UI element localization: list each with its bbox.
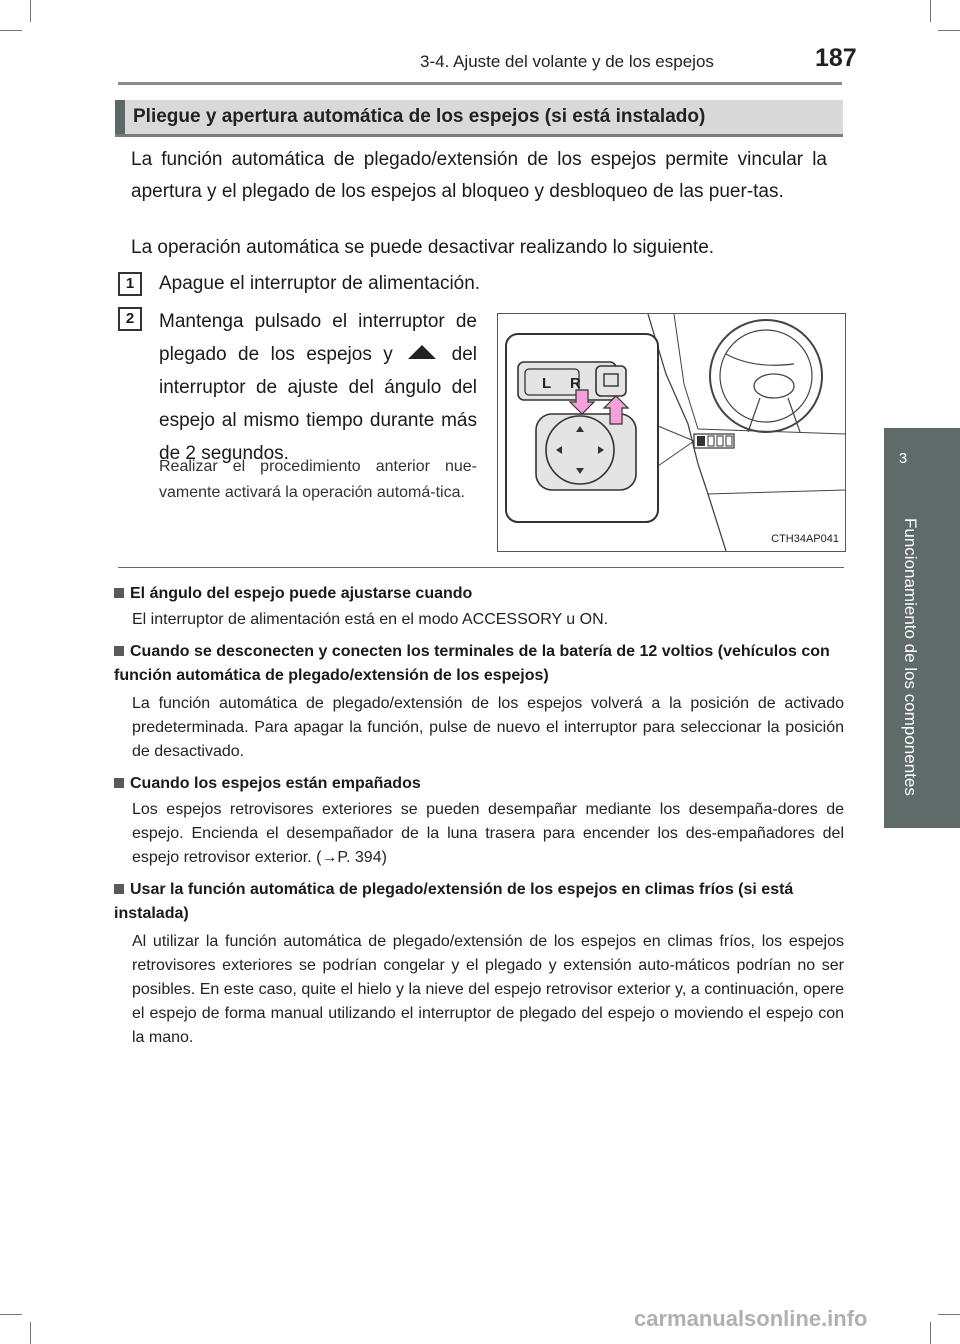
step-number-2: 2 xyxy=(118,307,142,331)
note-body-3: Los espejos retrovisores exteriores se pueden desempañar mediante los desempaña-dores de espejo. Encienda el desempañador de la luna trasera para encender los des-empañadores del espejo retrovisor exterior. (→P. 394) xyxy=(132,801,844,866)
step-number-1: 1 xyxy=(118,272,142,296)
step-text-2 xyxy=(159,305,477,470)
section-title: Pliegue y apertura automática de los espejos (si está instalado) xyxy=(133,106,706,127)
note-body-4: Al utilizar la función automática de plegado/extensión de los espejos en climas fríos, los espejos retrovisores exteriores se podrían congelar y el plegado y extensión auto-máticos podrían no ser posibles. En este caso, quite el hielo y la nieve del espejo retrovisor exterior y, a continuación, opere el espejo de forma manual utilizando el interruptor de plegado del espejo o moviendo el espejo con la mano. xyxy=(132,933,844,1046)
mirror-switch-illustration xyxy=(497,313,846,552)
crop-mark xyxy=(938,1314,960,1315)
crop-mark xyxy=(0,30,22,31)
note-heading-4 xyxy=(114,878,844,926)
chapter-label: Funcionamiento de los componentes xyxy=(901,518,920,796)
step-text-2-part1: Mantenga pulsado el interruptor de plegado de los espejos y xyxy=(159,311,477,365)
section-heading xyxy=(115,100,843,137)
dashboard-drawing xyxy=(498,314,845,551)
chapter-number: 3 xyxy=(898,450,908,467)
note-body-1: El interruptor de alimentación está en el modo ACCESSORY u ON. xyxy=(132,611,609,628)
up-triangle-icon xyxy=(406,343,438,361)
crop-mark xyxy=(930,0,931,22)
section-bar xyxy=(115,100,125,134)
crop-mark xyxy=(0,1314,22,1315)
note-heading-2 xyxy=(114,640,844,688)
crop-mark xyxy=(930,1322,931,1344)
intro-paragraph-1: La función automática de plegado/extensión de los espejos permite vincular la apertura y el plegado de los espejos al bloqueo y desbloqueo de las puer-tas. xyxy=(131,149,827,202)
page-number: 187 xyxy=(815,44,857,72)
bullet-square-icon xyxy=(114,646,124,656)
crop-mark xyxy=(30,1322,31,1344)
bullet-square-icon xyxy=(114,884,124,894)
intro-paragraph-2: La operación automática se puede desactivar realizando lo siguiente. xyxy=(131,237,715,258)
figure-code: CTH34AP041 xyxy=(771,533,839,545)
crop-mark xyxy=(938,30,960,31)
note-heading-text: El ángulo del espejo puede ajustarse cuando xyxy=(130,585,473,602)
crop-mark xyxy=(30,0,31,22)
note-body-2: La función automática de plegado/extensión de los espejos volverá a la posición de activado predeterminada. Para apagar la función, pulse de nuevo el interruptor para seleccionar la posición de desactivado. xyxy=(132,695,844,760)
switch-label-r: R xyxy=(570,375,581,392)
note-heading-text: Usar la función automática de plegado/extensión de los espejos en climas fríos (si está instalada) xyxy=(114,881,794,922)
step-text-1: Apague el interruptor de alimentación. xyxy=(159,273,481,294)
note-heading-text: Cuando se desconecten y conecten los terminales de la batería de 12 voltios (vehículos con función automática de plegado/extensión de los espejos) xyxy=(114,643,830,684)
note-heading-3 xyxy=(114,772,844,796)
watermark: carmanualsonline.info xyxy=(634,1306,868,1331)
step-text-2-part2: del interruptor de ajuste del ángulo del espejo al mismo tiempo durante más de 2 segundos. xyxy=(159,344,477,464)
switch-label-l: L xyxy=(542,375,552,392)
step-2-note: Realizar el procedimiento anterior nue-vamente activará la operación automá-tica. xyxy=(159,458,477,501)
header-title: 3-4. Ajuste del volante y de los espejos xyxy=(420,52,714,71)
bullet-square-icon xyxy=(114,588,124,598)
chapter-tab xyxy=(884,428,960,512)
note-heading-1 xyxy=(114,582,844,606)
header-rule xyxy=(118,82,842,85)
section-divider xyxy=(118,567,844,568)
chapter-strip xyxy=(884,512,960,828)
bullet-square-icon xyxy=(114,778,124,788)
note-heading-text: Cuando los espejos están empañados xyxy=(130,775,421,792)
